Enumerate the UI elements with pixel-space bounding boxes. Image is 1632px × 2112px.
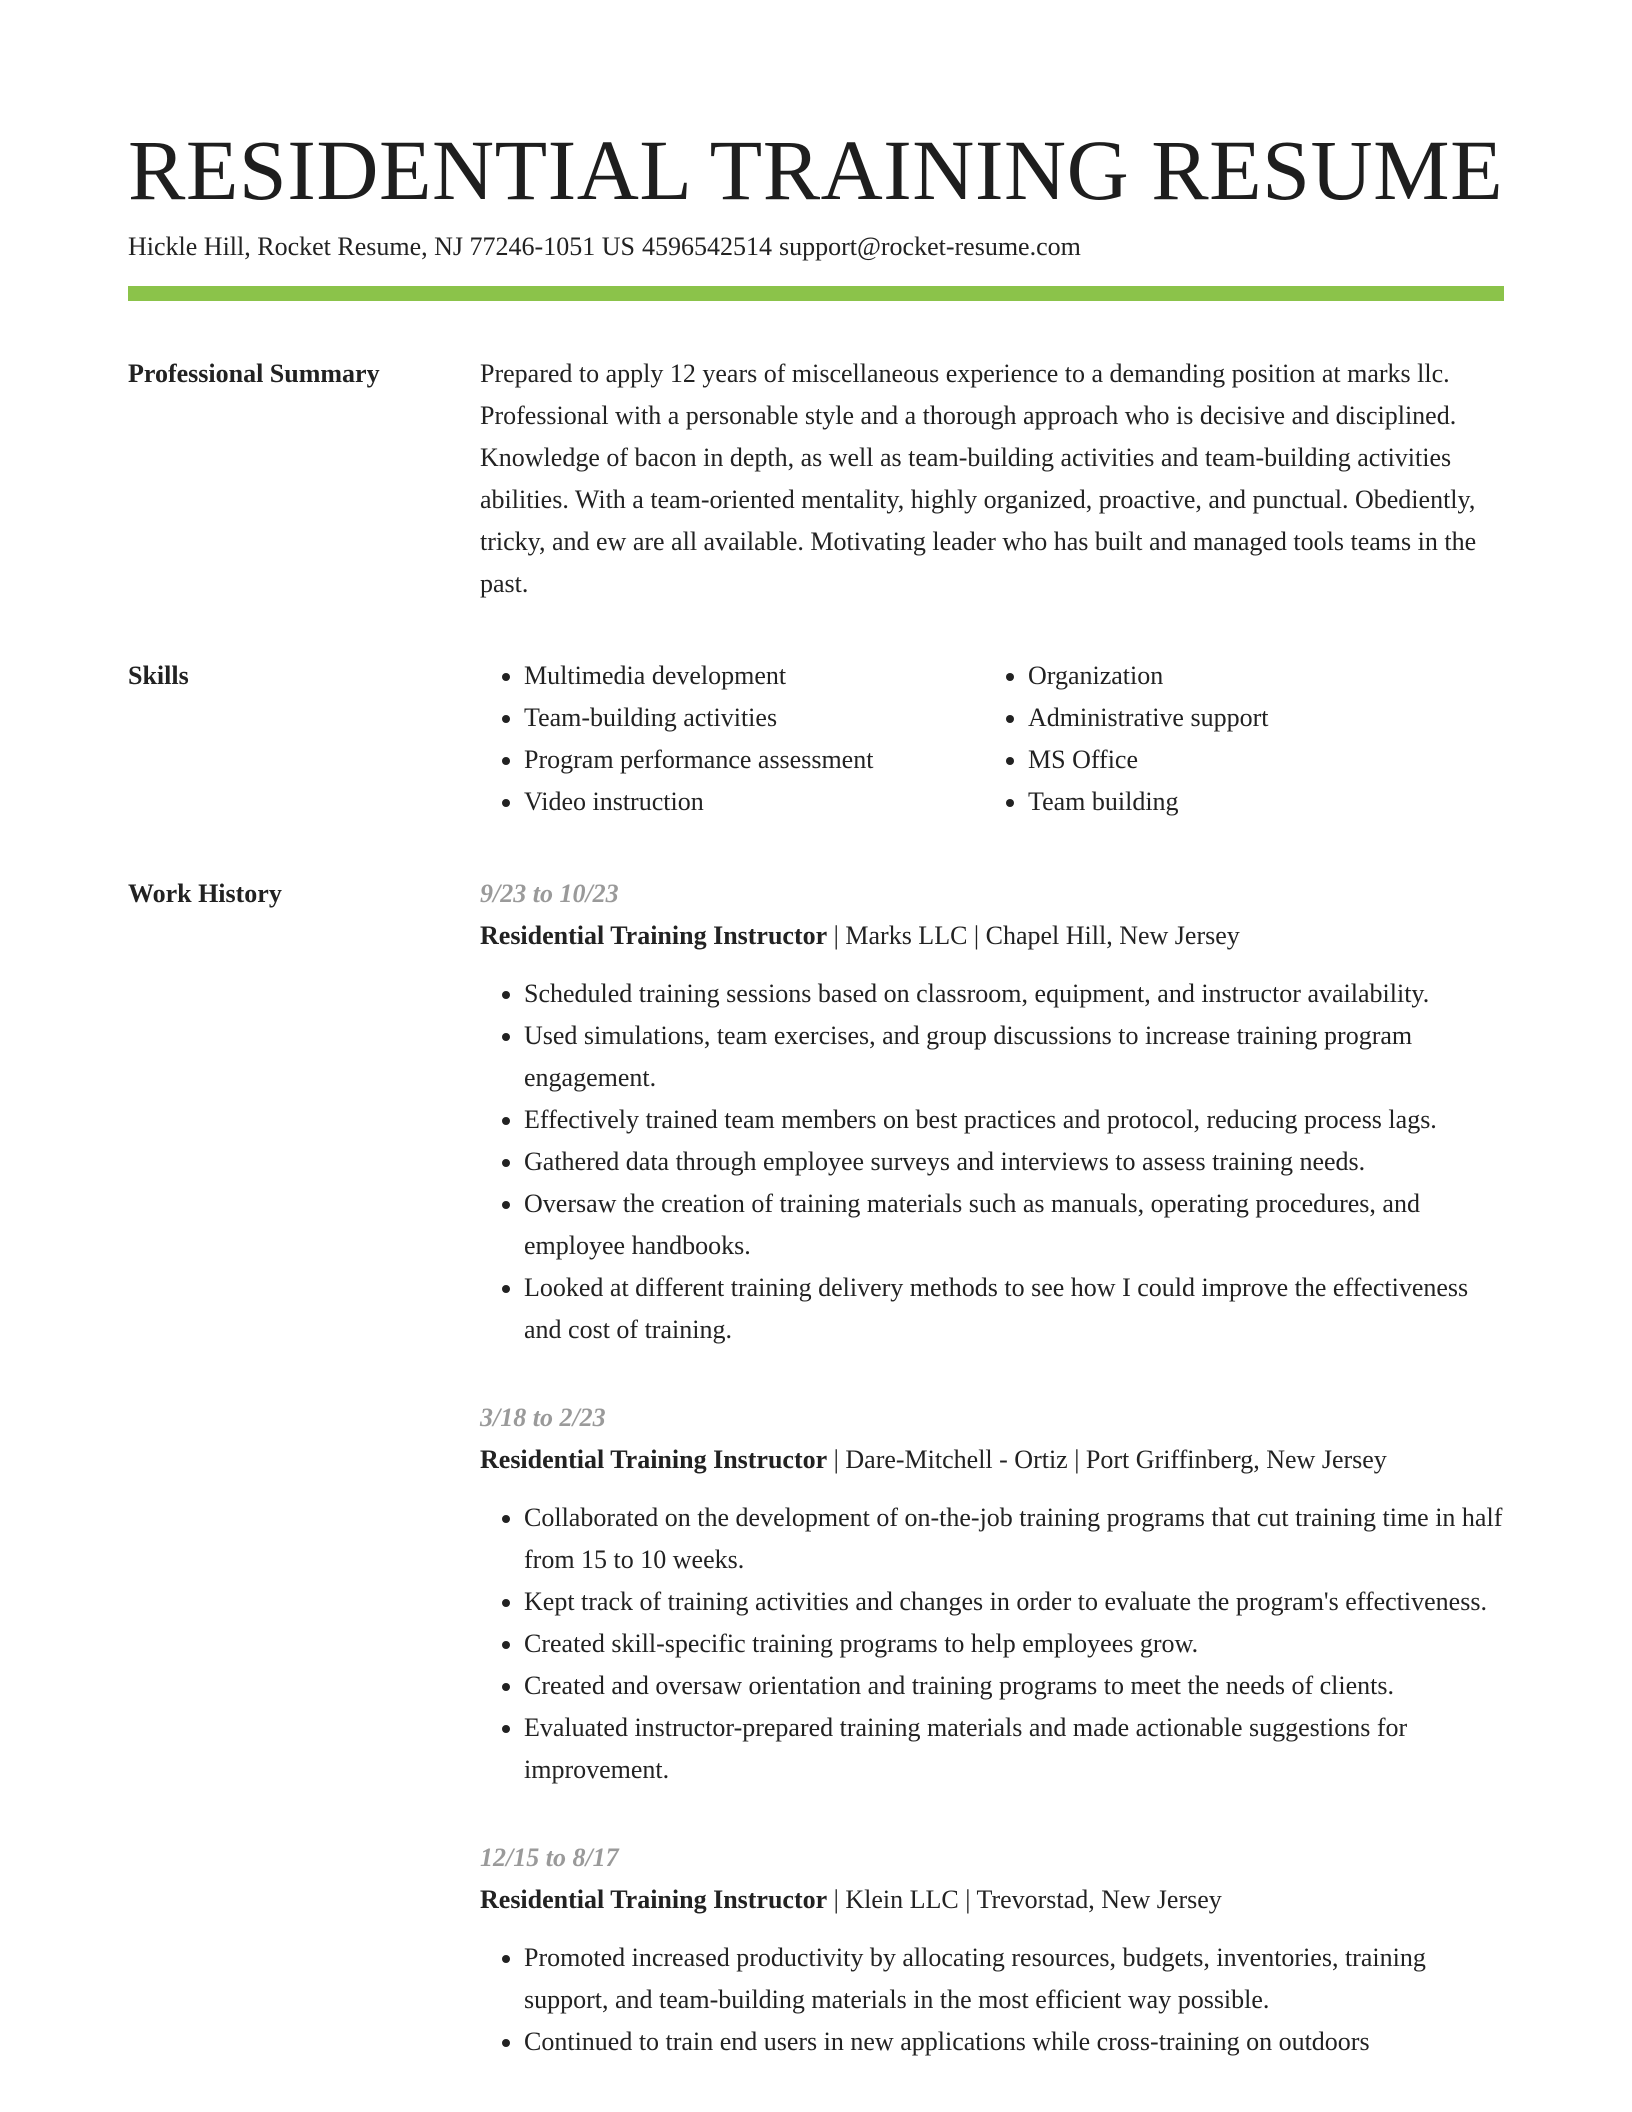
- job-heading: [480, 915, 1504, 957]
- job-title: Residential Training Instructor: [480, 1445, 828, 1474]
- job-bullet: • Promoted increased productivity by allocating resources, budgets, inventories, training support, and team-building materials in the most efficient way possible.: [524, 1937, 1504, 2021]
- skill-item: • Video instruction: [524, 781, 984, 823]
- accent-divider: [128, 286, 1504, 301]
- job-bullet: • Scheduled training sessions based on classroom, equipment, and instructor availability.: [524, 973, 1504, 1015]
- job-bullets: [480, 1937, 1504, 2063]
- resume-title: RESIDENTIAL TRAINING RESUME: [128, 122, 1504, 218]
- contact-address: Hickle Hill, Rocket Resume, NJ 77246-1051 US: [128, 232, 635, 261]
- skill-item: • MS Office: [1028, 739, 1268, 781]
- job-heading: [480, 1879, 1504, 1921]
- job-bullet: • Created skill-specific training programs to help employees grow.: [524, 1623, 1504, 1665]
- job-bullets: [480, 973, 1504, 1351]
- job-bullet: • Evaluated instructor-prepared training materials and made actionable suggestions for improvement.: [524, 1707, 1504, 1791]
- job-details: | Klein LLC | Trevorstad, New Jersey: [827, 1885, 1222, 1914]
- summary-section: [128, 353, 1504, 605]
- job-title: Residential Training Instructor: [480, 1885, 828, 1914]
- skill-item: • Team building: [1028, 781, 1268, 823]
- skill-item: • Organization: [1028, 655, 1268, 697]
- skill-item: • Program performance assessment: [524, 739, 984, 781]
- job-bullet: • Kept track of training activities and changes in order to evaluate the program's effectiveness.: [524, 1581, 1504, 1623]
- job-bullets: [480, 1497, 1504, 1791]
- job-date: 3/18 to 2/23: [480, 1403, 606, 1432]
- work-history-label: Work History: [128, 879, 282, 908]
- skills-section: [128, 655, 1504, 823]
- contact-email: support@rocket-resume.com: [778, 232, 1081, 261]
- job-bullet: • Gathered data through employee surveys and interviews to assess training needs.: [524, 1141, 1504, 1183]
- job-bullet: • Effectively trained team members on best practices and protocol, reducing process lags.: [524, 1099, 1504, 1141]
- resume-page: [128, 122, 1504, 2109]
- job-entry: [480, 873, 1504, 1351]
- skills-list-right: [984, 655, 1268, 823]
- skills-label: Skills: [128, 661, 189, 690]
- job-bullet: • Oversaw the creation of training materials such as manuals, operating procedures, and employee handbooks.: [524, 1183, 1504, 1267]
- skill-item: • Team-building activities: [524, 697, 984, 739]
- job-date: 9/23 to 10/23: [480, 879, 619, 908]
- job-title: Residential Training Instructor: [480, 921, 828, 950]
- summary-text: Prepared to apply 12 years of miscellaneous experience to a demanding position at marks llc. Professional with a personable style and a thorough approach who is decisive and disciplined. Knowledge of bacon in depth, as well as team-building activities and team-building activities abilities. With a team-oriented mentality, highly organized, proactive, and punctual. Obediently, tricky, and ew are all available. Motivating leader who has built and managed tools teams in the past.: [480, 359, 1477, 598]
- contact-line: [128, 230, 1504, 264]
- contact-phone: 4596542514: [641, 232, 772, 261]
- job-bullet: • Continued to train end users in new applications while cross-training on outdoors: [524, 2021, 1504, 2063]
- job-entry: [480, 1397, 1504, 1791]
- work-history-section: [128, 873, 1504, 2109]
- summary-label: Professional Summary: [128, 359, 380, 388]
- skill-item: • Administrative support: [1028, 697, 1268, 739]
- job-bullet: • Used simulations, team exercises, and group discussions to increase training program engagement.: [524, 1015, 1504, 1099]
- job-date: 12/15 to 8/17: [480, 1843, 619, 1872]
- skill-item: • Multimedia development: [524, 655, 984, 697]
- skills-list-left: [480, 655, 984, 823]
- job-bullet: • Collaborated on the development of on-the-job training programs that cut training time in half from 15 to 10 weeks.: [524, 1497, 1504, 1581]
- job-bullet: • Created and oversaw orientation and training programs to meet the needs of clients.: [524, 1665, 1504, 1707]
- job-heading: [480, 1439, 1504, 1481]
- job-details: | Marks LLC | Chapel Hill, New Jersey: [827, 921, 1240, 950]
- job-bullet: • Looked at different training delivery methods to see how I could improve the effectiveness and cost of training.: [524, 1267, 1504, 1351]
- job-entry: [480, 1837, 1504, 2063]
- job-details: | Dare-Mitchell - Ortiz | Port Griffinberg, New Jersey: [827, 1445, 1387, 1474]
